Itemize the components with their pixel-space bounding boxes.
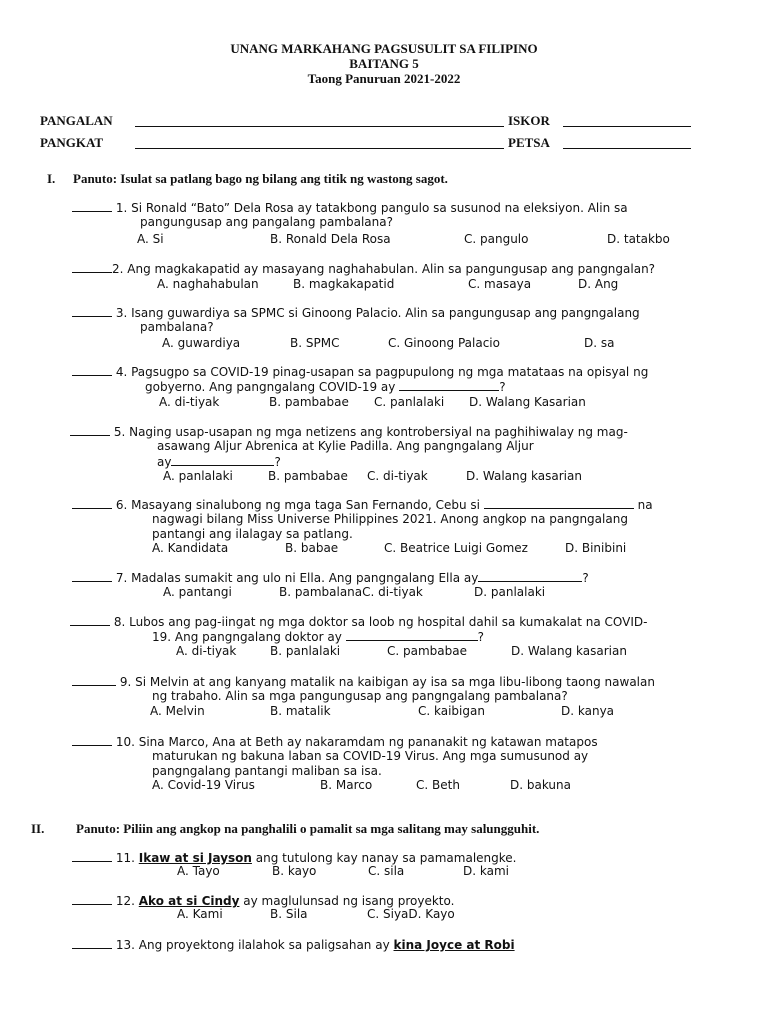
name-label: PANGALAN — [40, 113, 113, 128]
question-2 — [72, 261, 655, 277]
option-b: B. Sila — [270, 907, 308, 921]
part2-number: II. — [31, 821, 45, 836]
question-10-line-2: maturukan ng bakuna laban sa COVID-19 Virus. Ang mga sumusunod ay — [152, 749, 589, 763]
question-3-line-2: pambalana? — [140, 320, 214, 334]
option-c: C. sila — [368, 864, 405, 878]
question-10 — [72, 734, 598, 750]
inline-blank[interactable] — [399, 379, 499, 391]
option-c: C. panlalaki — [374, 395, 445, 409]
question-10-text: 10. Sina Marco, Ana at Beth ay nakaramdam ng pananakit ng katawan matapos — [115, 735, 598, 749]
question-2-text: 2. Ang magkakapatid ay masayang naghahabulan. Alin sa pangungusap ang pangngalan? — [112, 262, 656, 276]
option-a: A. Covid-19 Virus — [152, 778, 255, 792]
option-a: A. Melvin — [150, 704, 205, 718]
answer-blank-2[interactable] — [72, 261, 112, 273]
question-4 — [72, 364, 648, 380]
question-4-text: 4. Pagsugpo sa COVID-19 pinag-usapan sa pagpupulong ng mga matataas na opisyal ng — [115, 365, 649, 379]
option-c: C. masaya — [468, 277, 532, 291]
question-6-line-2: nagwagi bilang Miss Universe Philippines 2021. Anong angkop na pangngalang — [152, 512, 628, 526]
school-year: Taong Panuruan 2021-2022 — [307, 71, 461, 86]
option-b: B. Marco — [320, 778, 373, 792]
question-7-text: 7. Madalas sumakit ang ulo ni Ella. Ang pangngalang Ella ay — [115, 571, 479, 585]
answer-blank-12[interactable] — [72, 893, 112, 905]
question-5-text: 5. Naging usap-usapan ng mga netizens ang kontrobersiyal na paghihiwalay ng mag- — [113, 425, 628, 439]
option-a: A. di-tiyak — [176, 644, 237, 658]
answer-blank-4[interactable] — [72, 364, 112, 376]
option-a: A. Si — [137, 232, 164, 246]
question-mark: ? — [274, 455, 281, 469]
option-b: B. pambalanaC. di-tiyak — [279, 585, 423, 599]
question-10-line-3: pangngalang pantangi maliban sa isa. — [152, 764, 382, 778]
option-a: A. Kandidata — [152, 541, 229, 555]
option-d: D. bakuna — [510, 778, 571, 792]
question-6 — [72, 497, 653, 513]
question-5-line-2: asawang Aljur Abrenica at Kylie Padilla. Ang pangngalang Aljur — [157, 439, 534, 453]
inline-blank[interactable] — [346, 629, 478, 641]
option-a: A. di-tiyak — [159, 395, 220, 409]
part1-instruction: Panuto: Isulat sa patlang bago ng bilang ang titik ng wastong sagot. — [73, 171, 448, 186]
answer-blank-13[interactable] — [72, 937, 112, 949]
option-d: D. sa — [584, 336, 615, 350]
exam-title: UNANG MARKAHANG PAGSUSULIT SA FILIPINO — [230, 41, 538, 56]
answer-blank-5[interactable] — [70, 424, 110, 436]
option-d: D. Walang kasarian — [511, 644, 627, 658]
underlined-phrase: Ako at si Cindy — [138, 894, 240, 908]
inline-blank[interactable] — [484, 497, 634, 509]
option-d: D. kanya — [561, 704, 615, 718]
option-b: B. babae — [285, 541, 339, 555]
question-6-end: na — [637, 498, 653, 512]
answer-blank-1[interactable] — [72, 200, 112, 212]
question-1-line-2: pangungusap ang pangalang pambalana? — [140, 215, 393, 229]
answer-blank-7[interactable] — [72, 570, 112, 582]
question-5 — [70, 424, 628, 440]
option-c: C. pambabae — [387, 644, 467, 658]
option-a: A. panlalaki — [163, 469, 233, 483]
question-9 — [72, 674, 655, 690]
option-b: B. pambabae — [268, 469, 348, 483]
option-d: D. Binibini — [565, 541, 627, 555]
question-9-text: 9. Si Melvin at ang kanyang matalik na kaibigan ay isa sa mga libu-libong taong nawalan — [119, 675, 655, 689]
option-b: B. matalik — [270, 704, 331, 718]
option-b: B. magkakapatid — [293, 277, 395, 291]
score-label: ISKOR — [508, 113, 550, 128]
answer-blank-11[interactable] — [72, 850, 112, 862]
question-7 — [72, 570, 589, 586]
question-1-text: 1. Si Ronald “Bato” Dela Rosa ay tatakbong pangulo sa susunod na eleksiyon. Alin sa — [115, 201, 628, 215]
option-a: A. Tayo — [177, 864, 220, 878]
option-b: B. pambabae — [269, 395, 349, 409]
option-d: D. Walang Kasarian — [469, 395, 586, 409]
name-field[interactable] — [135, 126, 504, 127]
option-a: A. pantangi — [163, 585, 232, 599]
section-field[interactable] — [135, 148, 504, 149]
question-13 — [72, 937, 515, 953]
option-d: D. tatakbo — [607, 232, 670, 246]
question-1 — [72, 200, 628, 216]
inline-blank[interactable] — [478, 570, 582, 582]
answer-blank-10[interactable] — [72, 734, 112, 746]
answer-blank-9[interactable] — [72, 674, 116, 686]
underlined-phrase: kina Joyce at Robi — [393, 938, 515, 952]
question-8-line-2-text: 19. Ang pangngalang doktor ay — [152, 630, 342, 644]
option-a: A. Kami — [177, 907, 223, 921]
question-4-line-2 — [145, 379, 506, 395]
inline-blank[interactable] — [171, 454, 274, 466]
question-12-text: ay maglulunsad ng isang proyekto. — [243, 894, 455, 908]
answer-blank-6[interactable] — [72, 497, 112, 509]
option-d: D. panlalaki — [474, 585, 546, 599]
question-8 — [70, 614, 647, 630]
option-c: C. di-tiyak — [367, 469, 428, 483]
question-3-text: 3. Isang guwardiya sa SPMC si Ginoong Palacio. Alin sa pangungusap ang pangngalang — [115, 306, 640, 320]
option-c: C. SiyaD. Kayo — [367, 907, 455, 921]
option-b: B. SPMC — [290, 336, 340, 350]
question-mark: ? — [582, 571, 589, 585]
option-c: C. Beth — [416, 778, 460, 792]
question-8-line-2 — [152, 629, 484, 645]
option-c: C. pangulo — [464, 232, 529, 246]
question-4-line-2-text: gobyerno. Ang pangngalang COVID-19 ay — [145, 380, 396, 394]
question-5-line-3-text: ay — [157, 455, 172, 469]
option-d: D. kami — [463, 864, 509, 878]
option-b: B. panlalaki — [270, 644, 341, 658]
date-field[interactable] — [563, 148, 691, 149]
question-6-line-3: pantangi ang ilalagay sa patlang. — [152, 527, 353, 541]
option-c: C. kaibigan — [418, 704, 485, 718]
part2-instruction: Panuto: Piliin ang angkop na panghalili o pamalit sa mga salitang may salungguhit. — [76, 821, 540, 836]
option-a: A. guwardiya — [162, 336, 241, 350]
question-13-text: Ang proyektong ilalahok sa paligsahan ay — [138, 938, 390, 952]
question-9-line-2: ng trabaho. Alin sa mga pangungusap ang pangngalang pambalana? — [152, 689, 568, 703]
option-b: B. Ronald Dela Rosa — [270, 232, 391, 246]
part1-number: I. — [47, 171, 56, 186]
underlined-phrase: Ikaw at si Jayson — [138, 851, 252, 865]
option-d: D. Walang kasarian — [466, 469, 582, 483]
question-number: 13. — [115, 938, 135, 952]
question-mark: ? — [499, 380, 506, 394]
question-8-text: 8. Lubos ang pag-iingat ng mga doktor sa loob ng hospital dahil sa kumakalat na COVID- — [113, 615, 648, 629]
question-5-line-3 — [157, 454, 281, 470]
question-number: 11. — [115, 851, 135, 865]
date-label: PETSA — [508, 135, 550, 150]
question-11-text: ang tutulong kay nanay sa pamamalengke. — [255, 851, 517, 865]
option-a: A. naghahabulan — [157, 277, 259, 291]
question-6-text: 6. Masayang sinalubong ng mga taga San Fernando, Cebu si — [115, 498, 481, 512]
question-3 — [72, 305, 640, 321]
option-c: C. Ginoong Palacio — [388, 336, 500, 350]
question-mark: ? — [477, 630, 484, 644]
answer-blank-3[interactable] — [72, 305, 112, 317]
option-c: C. Beatrice Luigi Gomez — [384, 541, 528, 555]
question-number: 12. — [115, 894, 135, 908]
grade-level: BAITANG 5 — [349, 56, 419, 71]
answer-blank-8[interactable] — [70, 614, 110, 626]
option-b: B. kayo — [272, 864, 317, 878]
score-field[interactable] — [563, 126, 691, 127]
section-label: PANGKAT — [40, 135, 104, 150]
option-d: D. Ang — [578, 277, 619, 291]
